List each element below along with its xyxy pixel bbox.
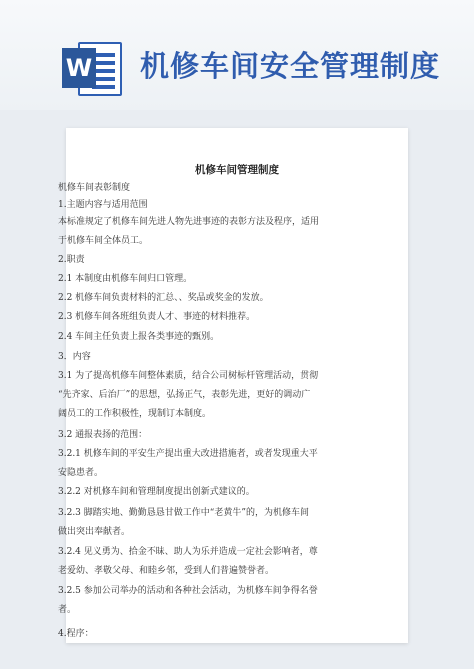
body-line: 2.3 机修车间各班组负责人才、事迹的材料推荐。 — [58, 312, 256, 322]
body-line: 3.2 通报表扬的范围： — [58, 430, 148, 440]
body-line: 3.2.1 机修车间的平安生产提出重大改进措施者，或者发现重大平 — [58, 449, 318, 459]
body-line: 4.程序： — [58, 629, 94, 639]
body-line: 安隐患者。 — [58, 468, 104, 478]
body-line: 2.4 车间主任负责上报各类事迹的甄别。 — [58, 332, 220, 342]
body-line: 本标准规定了机修车间先进人物先进事迹的表彰方法及程序，适用 — [58, 217, 320, 227]
body-line: 2.职责 — [58, 255, 85, 265]
word-icon — [62, 40, 124, 98]
body-line: 阔员工的工作积极性，现制订本制度。 — [58, 409, 212, 419]
page-heading: 机修车间管理制度 — [195, 164, 279, 176]
body-line: 3.2.3 脚踏实地、勤勤恳恳甘做工作中“老黄牛”的，为机修车间 — [58, 508, 309, 518]
body-line: 机修车间表彰制度 — [58, 183, 131, 193]
body-line: 3.1 为了提高机修车间整体素质，结合公司树标杆管理活动，贯彻 — [58, 371, 319, 381]
body-line: 做出突出奉献者。 — [58, 527, 131, 537]
body-line: 3.2.5 参加公司举办的活动和各种社会活动，为机修车间争得名誉 — [58, 586, 318, 596]
body-line: 者。 — [58, 605, 77, 615]
body-line: 1.主题内容与适用范围 — [58, 200, 148, 210]
body-line: 3.2.4 见义勇为、拾金不昧、助人为乐并造成一定社会影响者，尊 — [58, 547, 318, 557]
document-title: 机修车间安全管理制度 — [140, 49, 441, 83]
body-line: 3.2.2 对机修车间和管理制度提出创新式建议的。 — [58, 487, 255, 497]
body-line: “先齐家、后治厂”的思想，弘扬正气，表彰先进，更好的调动广 — [58, 390, 311, 400]
body-line: 老爱幼、孝敬父母、和睦乡邻，受到人们普遍赞誉者。 — [58, 566, 275, 576]
body-line: 2.2 机修车间负责材料的汇总、、奖品或奖金的发放。 — [58, 293, 269, 303]
body-line: 3．内容 — [58, 352, 91, 362]
document-banner — [0, 0, 474, 110]
word-letter-icon: W — [62, 48, 96, 88]
body-line: 2.1 本制度由机修车间归口管理。 — [58, 274, 193, 284]
body-line: 于机修车间全体员工。 — [58, 236, 149, 246]
